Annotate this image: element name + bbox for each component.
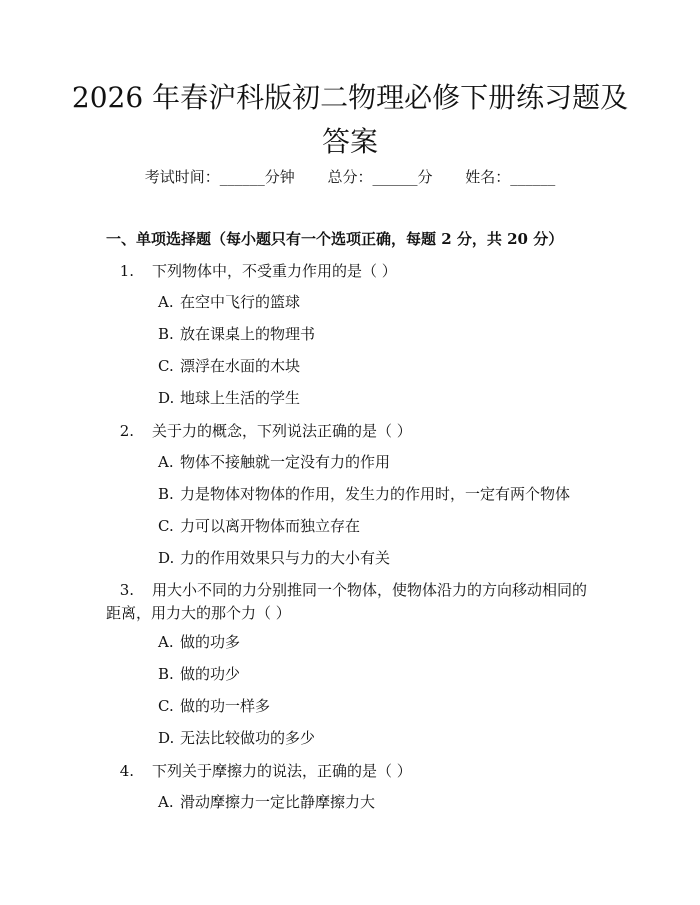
- exam-time-field: 考试时间：______分钟: [144, 168, 295, 186]
- option-1a: [158, 291, 300, 313]
- option-1b: [158, 323, 315, 345]
- option-2a: [158, 451, 390, 473]
- exam-info: [0, 166, 700, 188]
- option-3b: [158, 663, 240, 685]
- option-letter: D.: [158, 389, 175, 407]
- question-number: 2.: [119, 422, 134, 440]
- question-3: [106, 579, 596, 625]
- option-letter: D.: [158, 729, 175, 747]
- option-text: 力是物体对物体的作用，发生力的作用时，一定有两个物体: [180, 485, 571, 503]
- option-text: 做的功多: [180, 633, 241, 651]
- option-3c: [158, 695, 270, 717]
- total-score-field: 总分：______分: [327, 168, 433, 186]
- option-letter: A.: [158, 293, 174, 311]
- option-text: 放在课桌上的物理书: [180, 325, 316, 343]
- option-text: 做的功一样多: [180, 697, 271, 715]
- title-line-2: 答案: [321, 125, 378, 158]
- student-name-field: 姓名：______: [465, 168, 556, 186]
- option-letter: C.: [158, 697, 174, 715]
- question-number: 1.: [119, 262, 134, 280]
- option-text: 地球上生活的学生: [180, 389, 301, 407]
- option-2d: [158, 547, 390, 569]
- option-letter: B.: [158, 325, 174, 343]
- option-3d: [158, 727, 315, 749]
- option-text: 力的作用效果只与力的大小有关: [180, 549, 391, 567]
- question-2: [106, 420, 596, 443]
- option-3a: [158, 631, 240, 653]
- question-text: 用大小不同的力分别推同一个物体，使物体沿力的方向移动相同的距离，用力大的那个力（ ）: [106, 581, 588, 622]
- option-1c: [158, 355, 300, 377]
- option-2c: [158, 515, 360, 537]
- option-2b: [158, 483, 570, 505]
- title-line-1: 2026 年春沪科版初二物理必修下册练习题及: [71, 81, 629, 114]
- question-number: 3.: [119, 581, 134, 599]
- option-text: 无法比较做功的多少: [180, 729, 316, 747]
- option-text: 滑动摩擦力一定比静摩擦力大: [180, 793, 376, 811]
- option-letter: A.: [158, 453, 174, 471]
- option-letter: D.: [158, 549, 175, 567]
- option-letter: C.: [158, 517, 174, 535]
- section-heading: 一、单项选择题（每小题只有一个选项正确，每题 2 分，共 20 分）: [106, 230, 564, 248]
- option-letter: B.: [158, 665, 174, 683]
- option-text: 物体不接触就一定没有力的作用: [180, 453, 391, 471]
- option-text: 漂浮在水面的木块: [180, 357, 301, 375]
- question-text: 下列关于摩擦力的说法，正确的是（ ）: [152, 762, 412, 780]
- option-letter: B.: [158, 485, 174, 503]
- option-text: 做的功少: [180, 665, 241, 683]
- option-text: 在空中飞行的篮球: [180, 293, 301, 311]
- question-1: [106, 260, 596, 283]
- option-text: 力可以离开物体而独立存在: [180, 517, 361, 535]
- option-4a: [158, 791, 375, 813]
- question-text: 关于力的概念，下列说法正确的是（ ）: [152, 422, 412, 440]
- option-letter: A.: [158, 793, 174, 811]
- option-letter: A.: [158, 633, 174, 651]
- option-letter: C.: [158, 357, 174, 375]
- page-title: [0, 76, 700, 164]
- question-4: [106, 760, 596, 783]
- question-text: 下列物体中，不受重力作用的是（ ）: [152, 262, 397, 280]
- option-1d: [158, 387, 300, 409]
- question-number: 4.: [119, 762, 134, 780]
